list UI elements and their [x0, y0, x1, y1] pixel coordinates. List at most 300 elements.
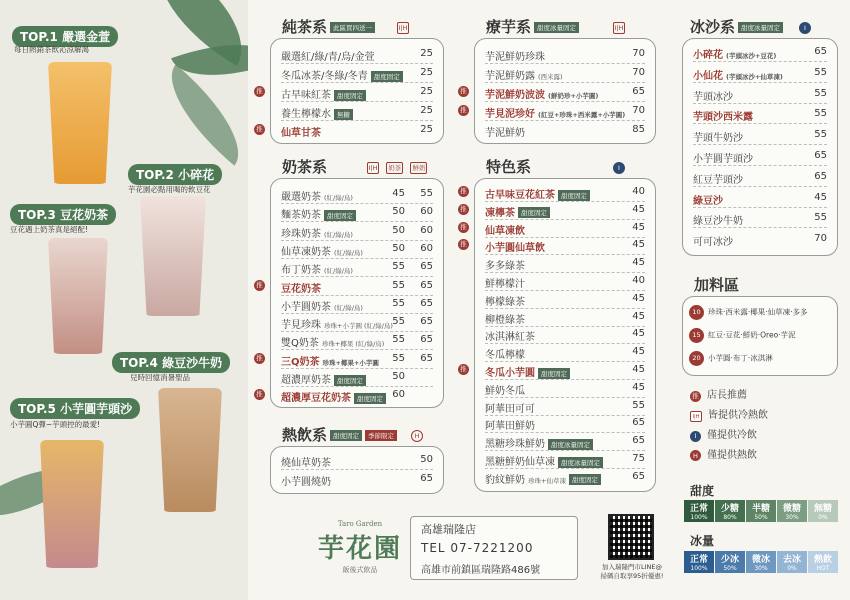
menu-item-row[interactable]: [693, 211, 827, 228]
milk-tea-box: [270, 178, 444, 408]
menu-item-price: 75: [632, 453, 645, 464]
recommend-icon: 推: [254, 280, 265, 291]
menu-item-row[interactable]: [485, 292, 645, 309]
row-divider: [281, 120, 433, 121]
menu-item-note: 珍珠+小芋圓 (紅/綠/烏): [324, 322, 393, 331]
menu-item-price: 85: [632, 124, 645, 135]
milk-tea-price: 50: [392, 206, 405, 218]
menu-item-name: 仙草凍奶茶 (紅/綠/烏): [281, 246, 363, 258]
menu-item-row[interactable]: [485, 185, 645, 202]
menu-item-row[interactable]: [485, 85, 645, 102]
menu-item-name: 古早味紅茶 甜度固定: [281, 86, 366, 101]
row-divider: [693, 165, 827, 166]
recommend-icon: 推: [458, 239, 469, 250]
menu-item-name: 芋泥鮮奶珍珠: [485, 52, 545, 63]
menu-item-row[interactable]: [485, 221, 645, 238]
top5-tag: TOP.5 小芋圓芋頭沙: [10, 398, 140, 419]
menu-item-price: 70: [632, 48, 645, 59]
row-divider: [693, 123, 827, 124]
sweetness-title: 甜度: [690, 484, 715, 498]
menu-item-name: 小碎花 (芋頭冰沙+豆花): [693, 50, 777, 61]
menu-item-name: 超濃厚奶茶 甜度固定: [281, 371, 366, 386]
menu-item-row[interactable]: [485, 399, 645, 416]
sweetness-level-percent: 80%: [723, 514, 737, 521]
menu-item-row[interactable]: [485, 381, 645, 398]
menu-item-price: 45: [632, 221, 645, 233]
row-divider: [485, 82, 645, 83]
menu-item-name: 綠豆沙牛奶: [693, 216, 743, 228]
menu-item-row[interactable]: [485, 434, 645, 451]
menu-item-price: 40: [632, 275, 645, 286]
sweetness-level-label: 微糖: [782, 504, 801, 514]
menu-item-price: 50: [420, 454, 433, 465]
menu-item-note: (紅/綠/烏): [334, 248, 363, 257]
hot-tag-seasonal: 季節限定: [365, 430, 397, 441]
row-divider: [693, 227, 827, 228]
line-promo: [592, 562, 672, 580]
row-divider: [281, 63, 433, 64]
menu-item-name: 珍珠奶茶 (紅/綠/烏): [281, 228, 353, 240]
ice-level-label: 正常: [689, 555, 708, 565]
menu-item-price: 45: [632, 346, 645, 358]
leaf-decoration: [150, 64, 248, 165]
menu-item-name: 凍檸茶 甜度固定: [485, 204, 550, 219]
top4-desc: 兒時回憶消暑聖品: [130, 373, 190, 382]
menu-item-note: (紅/綠/烏): [324, 267, 353, 276]
recommend-icon: 推: [458, 364, 469, 375]
menu-item-name: 綠豆沙: [693, 195, 723, 207]
row-divider: [485, 120, 645, 121]
menu-item-row[interactable]: [281, 224, 433, 241]
top5-drink-image: [40, 440, 104, 568]
milk-tea-price: 55: [392, 261, 405, 273]
menu-item-price: 45: [632, 328, 645, 340]
menu-item-name: 芋頭沙西米露: [693, 112, 753, 124]
menu-item-price: 55: [814, 87, 827, 99]
fresh-milk-price: 65: [420, 334, 433, 346]
milk-tea-title: 奶茶系 I|H 奶茶 鮮奶: [282, 158, 426, 176]
menu-item-price: 65: [814, 170, 827, 182]
menu-item-price: 55: [814, 108, 827, 120]
recommend-icon: 推: [254, 389, 265, 400]
menu-item-price: 65: [420, 473, 433, 484]
menu-item-name: 芋泥鮮奶波波 (鮮奶珍+小芋圓): [485, 90, 599, 101]
menu-item-note: (紅/綠/烏): [334, 303, 363, 312]
menu-item-row[interactable]: [693, 170, 827, 187]
menu-item-note: (鮮奶珍+小芋圓): [548, 92, 599, 100]
milk-tea-col-header: 奶茶: [388, 163, 402, 172]
sweetness-level-label: 半糖: [751, 504, 770, 514]
menu-item-tag: 甜度固定: [518, 207, 550, 218]
row-divider: [281, 295, 433, 296]
sweetness-level: [715, 500, 745, 522]
menu-item-name: 芋頭冰沙: [693, 91, 733, 103]
menu-item-name: 小仙花 (芋頭冰沙+仙草凍): [693, 70, 783, 82]
menu-item-note: (紅/綠/烏): [324, 194, 353, 202]
line-promo-line1: 加入瑞隆門市LINE@: [601, 563, 662, 571]
menu-item-tag: 甜度固定: [354, 393, 386, 404]
row-divider: [281, 368, 433, 369]
recommend-icon: 推: [458, 222, 469, 233]
menu-item-price: 45: [632, 239, 645, 251]
menu-item-row[interactable]: [281, 205, 433, 222]
topping-items: 紅豆‧豆花‧鮮奶‧Oreo‧芋泥: [708, 330, 796, 340]
milk-tea-price: 55: [392, 297, 405, 309]
recommend-icon: 推: [458, 105, 469, 116]
menu-item-price: 45: [632, 381, 645, 393]
fresh-milk-price: 65: [420, 352, 433, 364]
ice-title: 冰沙系 甜度冰量固定 I: [690, 16, 811, 37]
menu-item-row[interactable]: [485, 256, 645, 273]
menu-item-price: 55: [814, 129, 827, 141]
menu-item-name: 芋泥鮮奶露 (西米露): [485, 71, 563, 82]
topping-items: 小芋圓‧布丁‧冰淇淋: [708, 353, 773, 363]
top1-tag: TOP.1 嚴選金萱: [12, 26, 118, 47]
menu-item-price: 70: [632, 67, 645, 78]
menu-item-row[interactable]: [281, 388, 433, 405]
menu-item-price: 65: [632, 86, 645, 97]
menu-item-name: 黑糖鮮奶仙草凍 甜度冰量固定: [485, 453, 603, 468]
milk-tea-price: 55: [392, 352, 405, 364]
hot-tag-fixed: 甜度固定: [330, 430, 362, 441]
ice-level-label: 熱飲: [813, 555, 832, 565]
menu-item-row[interactable]: [281, 333, 433, 350]
row-divider: [281, 82, 433, 83]
ice-level-label: 微冰: [751, 555, 770, 565]
menu-item-row[interactable]: [485, 363, 645, 380]
menu-item-row[interactable]: [485, 310, 645, 327]
legend-text: 僅提供熱飲: [707, 450, 757, 461]
menu-item-row[interactable]: [485, 327, 645, 344]
fresh-milk-price: 65: [420, 261, 433, 273]
brand-subtitle: 飯後式飲品: [342, 566, 378, 574]
menu-item-name: 阿華田鮮奶: [485, 421, 535, 433]
topping-row: [689, 305, 808, 320]
top3-tag: TOP.3 豆花奶茶: [10, 204, 116, 225]
legend-row: [690, 406, 768, 422]
menu-item-row[interactable]: [485, 470, 645, 487]
fresh-milk-price: 60: [420, 242, 433, 254]
menu-item-name: 多多綠茶: [485, 261, 525, 273]
toppings-box: [682, 296, 838, 376]
menu-item-name: 小芋圓芋頭沙: [693, 154, 753, 165]
menu-item-name: 小芋圓燒奶: [281, 477, 331, 488]
hot-only-icon: H: [411, 430, 423, 442]
menu-item-row[interactable]: [281, 123, 433, 140]
ice-level: [684, 551, 714, 573]
hot-drinks-box: [270, 446, 444, 494]
menu-item-tag: 甜度固定: [569, 474, 601, 485]
menu-item-name: 燒仙草奶茶: [281, 458, 331, 469]
menu-item-row[interactable]: [281, 66, 433, 83]
taro-box: [474, 38, 656, 144]
recommend-icon: 推: [458, 86, 469, 97]
legend-icon: 推: [690, 391, 701, 402]
row-divider: [281, 313, 433, 314]
menu-item-note: (芋頭冰沙+豆花): [726, 52, 777, 60]
menu-item-note: 珍珠+椰果+小芋圓: [322, 358, 379, 367]
menu-item-tag: 甜度固定: [334, 375, 366, 386]
menu-item-row[interactable]: [693, 107, 827, 124]
menu-item-row[interactable]: [281, 315, 433, 332]
menu-item-name: 阿華田可可: [485, 403, 535, 415]
menu-item-row[interactable]: [693, 66, 827, 83]
brand-english: Taro Garden: [337, 520, 383, 528]
recommend-icon: 推: [458, 186, 469, 197]
left-feature-panel: [0, 0, 248, 600]
ice-level: [715, 551, 745, 573]
topping-row: [689, 328, 796, 343]
menu-item-price: 70: [632, 105, 645, 116]
menu-item-tag: 甜度固定: [558, 190, 590, 201]
milk-tea-price: 55: [392, 316, 405, 328]
menu-item-name: 紅豆芋頭沙: [693, 174, 743, 186]
brand-logo: [300, 520, 420, 575]
menu-item-note: (紅/綠/烏): [324, 230, 353, 239]
menu-item-name: 三Q奶茶 珍珠+椰果+小芋圓: [281, 356, 379, 368]
menu-item-row[interactable]: [485, 203, 645, 220]
legend-row: [690, 386, 747, 402]
menu-item-price: 25: [420, 86, 433, 97]
sweetness-level: [808, 500, 838, 522]
menu-item-row[interactable]: [281, 279, 433, 296]
menu-item-row[interactable]: [281, 472, 433, 489]
ice-level-label: 少冰: [720, 555, 739, 565]
menu-item-tag: 甜度固定: [324, 210, 356, 221]
row-divider: [693, 103, 827, 104]
menu-item-row[interactable]: [693, 87, 827, 104]
milk-tea-price: 50: [392, 371, 405, 382]
menu-item-note: (芋頭冰沙+仙草凍): [726, 72, 783, 81]
menu-item-name: 嚴選奶茶 (紅/綠/烏): [281, 192, 353, 203]
menu-item-name: 豆花奶茶: [281, 283, 321, 295]
top2-tag: TOP.2 小碎花: [128, 164, 222, 185]
legend-icon: I: [690, 431, 701, 442]
menu-item-price: 55: [814, 212, 827, 224]
menu-item-tag: 甜度冰量固定: [548, 439, 593, 450]
sweetness-level-label: 少糖: [720, 504, 739, 514]
menu-item-row[interactable]: [281, 47, 433, 64]
menu-item-price: 55: [632, 399, 645, 411]
topping-price-badge: 15: [689, 328, 704, 343]
menu-item-row[interactable]: [281, 260, 433, 277]
menu-item-name: 嚴選紅/綠/青/烏/金萱: [281, 52, 375, 63]
menu-item-row[interactable]: [281, 104, 433, 121]
menu-item-name: 冬瓜檸檬: [485, 350, 525, 362]
menu-item-name: 芋見泥珍好 (紅豆+珍珠+西米露+小芋圓): [485, 109, 626, 120]
pure-tea-box: [270, 38, 444, 144]
menu-item-row[interactable]: [485, 416, 645, 433]
sweetness-level-label: 無糖: [813, 504, 832, 514]
row-divider: [693, 207, 827, 208]
menu-item-name: 古早味豆花紅茶 甜度固定: [485, 186, 590, 201]
row-divider: [281, 221, 433, 222]
top3-desc: 豆花遇上奶茶真是絕配!: [10, 225, 89, 234]
milk-tea-price: 50: [392, 242, 405, 254]
menu-item-price: 65: [632, 417, 645, 429]
menu-item-price: 55: [814, 66, 827, 78]
menu-item-name: 布丁奶茶 (紅/綠/烏): [281, 265, 353, 277]
menu-item-name: 小芋圓仙草飲: [485, 243, 545, 255]
sweetness-level-percent: 0%: [818, 514, 828, 521]
menu-item-name: 仙草凍飲: [485, 225, 525, 237]
row-divider: [693, 61, 827, 62]
ice-level-percent: 50%: [723, 565, 737, 572]
menu-item-price: 65: [632, 435, 645, 447]
row-divider: [281, 331, 433, 332]
cold-only-icon: I: [613, 162, 625, 174]
sweetness-level-percent: 50%: [754, 514, 768, 521]
menu-item-price: 25: [420, 105, 433, 116]
top1-drink-image: [48, 62, 112, 184]
taro-tag: 甜度冰量固定: [534, 22, 579, 33]
menu-item-name: 冬瓜小芋圓 甜度固定: [485, 364, 570, 379]
menu-item-row[interactable]: [281, 453, 433, 470]
qr-code[interactable]: [608, 514, 654, 560]
special-box: [474, 178, 656, 492]
store-address: 高雄市前鎮區瑞隆路486號: [421, 565, 541, 576]
topping-price-badge: 10: [689, 305, 704, 320]
menu-item-row[interactable]: [485, 274, 645, 291]
hot-drinks-title: 熱飲系 甜度固定 季節限定 H: [282, 424, 423, 445]
taro-title: 療芋系 甜度冰量固定 I|H: [486, 18, 624, 36]
menu-item-name: 鮮檸檬汁: [485, 279, 525, 290]
menu-item-note: (紅豆+珍珠+西米露+小芋圓): [538, 111, 626, 119]
menu-item-price: 65: [814, 150, 827, 161]
menu-item-row[interactable]: [281, 297, 433, 314]
sweetness-level: [746, 500, 776, 522]
menu-item-row[interactable]: [693, 232, 827, 249]
menu-item-row[interactable]: [281, 187, 433, 204]
sweetness-level-label: 正常: [689, 504, 708, 514]
top2-drink-image: [140, 196, 206, 316]
fresh-milk-price: 65: [420, 279, 433, 291]
toppings-title: 加料區: [694, 276, 740, 294]
legend-row: [690, 446, 757, 461]
menu-item-name: 麵茶奶茶 甜度固定: [281, 206, 356, 221]
top5-desc: 小芋圓Q彈~芋頭控的最愛!: [10, 420, 101, 429]
menu-item-tag: 無糖: [334, 109, 353, 120]
row-divider: [281, 203, 433, 204]
ice-level: [777, 551, 807, 573]
menu-item-price: 45: [632, 310, 645, 322]
ice-level-percent: 0%: [787, 565, 797, 572]
menu-item-name: 鮮奶冬瓜: [485, 385, 525, 397]
menu-item-row[interactable]: [693, 45, 827, 62]
row-divider: [281, 469, 433, 470]
legend-icon: I|H: [690, 411, 702, 422]
hot-cold-icon: I|H: [368, 163, 378, 172]
row-divider: [281, 349, 433, 350]
menu-item-row[interactable]: [485, 104, 645, 121]
menu-item-row[interactable]: [485, 238, 645, 255]
store-phone[interactable]: TEL 07-7221200: [421, 541, 534, 555]
menu-item-name: 芋泥鮮奶: [485, 128, 525, 139]
menu-item-tag: 甜度固定: [371, 71, 403, 82]
recommend-icon: 推: [458, 204, 469, 215]
row-divider: [281, 240, 433, 241]
top1-desc: 每日熱銷茶飲沁涼解渴: [14, 45, 89, 54]
menu-item-row[interactable]: [693, 191, 827, 208]
menu-item-tag: 甜度固定: [538, 368, 570, 379]
row-divider: [281, 258, 433, 259]
line-promo-line2: 掃碼自取享95折優惠!: [600, 572, 664, 580]
ice-level: [746, 551, 776, 573]
legend-text: 僅提供冷飲: [707, 430, 757, 441]
special-title: 特色系 I: [486, 156, 625, 177]
menu-item-price: 45: [632, 203, 645, 215]
menu-item-name: 芋見珍珠 珍珠+小芋圓 (紅/綠/烏): [281, 320, 393, 332]
cold-only-icon: I: [799, 22, 811, 34]
legend-text: 店長推薦: [707, 390, 747, 401]
store-name: 高雄瑞隆店: [421, 523, 476, 536]
top2-desc: 芋花園必點用喝的飲豆花: [128, 185, 211, 194]
fresh-milk-price: 60: [420, 206, 433, 218]
menu-item-row[interactable]: [281, 242, 433, 259]
menu-item-name: 芋頭牛奶沙: [693, 133, 743, 145]
fresh-milk-price: 65: [420, 297, 433, 309]
menu-item-price: 65: [632, 470, 645, 482]
ice-box: [682, 38, 838, 256]
menu-item-price: 25: [420, 67, 433, 78]
menu-item-note: 珍珠+椰果 (紅/綠/烏): [321, 340, 385, 349]
topping-row: [689, 351, 773, 366]
menu-item-row[interactable]: [485, 123, 645, 140]
topping-items: 珍珠‧西米露‧椰果‧仙草凍‧多多: [708, 307, 808, 317]
menu-item-row[interactable]: [281, 352, 433, 369]
menu-item-row[interactable]: [693, 128, 827, 145]
row-divider: [281, 101, 433, 102]
menu-item-row[interactable]: [485, 452, 645, 469]
menu-item-name: 超濃厚豆花奶茶 甜度固定: [281, 389, 386, 404]
pure-tea-title: 純茶系 此區買四送一 I|H: [282, 18, 408, 36]
menu-item-name: 小芋圓奶茶 (紅/綠/烏): [281, 301, 363, 313]
menu-item-name: 黑糖珍珠鮮奶 甜度冰量固定: [485, 435, 593, 450]
row-divider: [485, 63, 645, 64]
sweetness-level-percent: 30%: [785, 514, 799, 521]
recommend-icon: 推: [254, 86, 265, 97]
menu-item-name: 養生檸檬水 無糖: [281, 105, 353, 120]
menu-item-name: 冬瓜冰茶/冬綠/冬青 甜度固定: [281, 67, 403, 82]
row-divider: [693, 186, 827, 187]
menu-item-row[interactable]: [281, 85, 433, 102]
menu-item-row[interactable]: [693, 149, 827, 166]
menu-item-price: 45: [632, 292, 645, 304]
menu-item-row[interactable]: [281, 370, 433, 387]
menu-item-note: 珍珠+仙草凍: [528, 476, 566, 485]
ice-level: [808, 551, 838, 573]
row-divider: [281, 386, 433, 387]
menu-item-name: 可可冰沙: [693, 237, 733, 249]
row-divider: [693, 144, 827, 145]
menu-item-row[interactable]: [485, 47, 645, 64]
menu-item-price: 45: [632, 364, 645, 375]
menu-item-name: 豹紋鮮奶 珍珠+仙草凍 甜度固定: [485, 471, 601, 486]
menu-item-name: 仙草甘茶: [281, 128, 321, 139]
menu-item-row[interactable]: [485, 66, 645, 83]
menu-item-row[interactable]: [485, 345, 645, 362]
sweetness-level: [684, 500, 714, 522]
milk-tea-price: 50: [392, 224, 405, 236]
store-info-box: [410, 516, 578, 580]
ice-level-percent: 100%: [690, 565, 708, 572]
ice-level-percent: 30%: [754, 565, 768, 572]
menu-item-tag: 甜度冰量固定: [558, 457, 603, 468]
fresh-milk-price: 65: [420, 316, 433, 328]
menu-item-price: 25: [420, 124, 433, 135]
row-divider: [485, 101, 645, 102]
ice-level-title: 冰量: [690, 534, 715, 548]
